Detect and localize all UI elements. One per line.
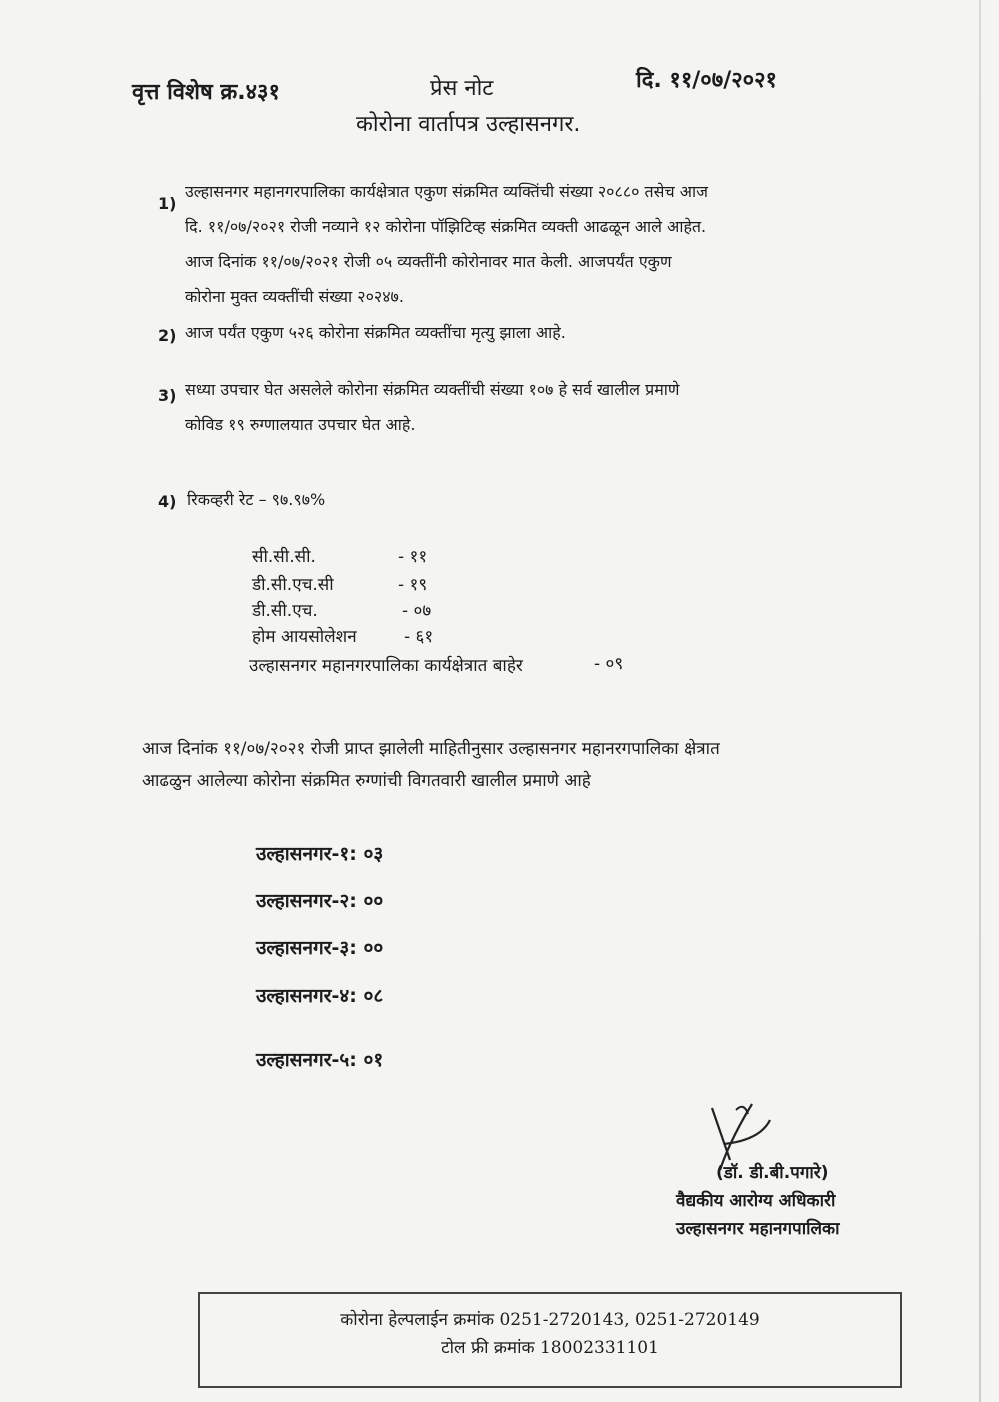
helpline-box xyxy=(198,1292,902,1388)
point-line: आज पर्यंत एकुण ५२६ कोरोना संक्रमित व्यक्तींचा मृत्यु झाला आहे. xyxy=(185,323,566,342)
document-date: दि. ११/०७/२०२१ xyxy=(636,68,777,93)
facility-value: - ११ xyxy=(398,547,428,567)
press-note-label: प्रेस नोट xyxy=(430,76,494,101)
document-title: कोरोना वार्तापत्र उल्हासनगर. xyxy=(356,112,581,137)
recovery-rate: रिकव्हरी रेट – ९७.९७% xyxy=(187,490,326,509)
signatory-role: वैद्यकीय आरोग्य अधिकारी xyxy=(676,1191,836,1211)
facility-label: डी.सी.एच.सी xyxy=(252,575,334,595)
toll-free-number: टोल फ्री क्रमांक 18002331101 xyxy=(441,1338,659,1358)
facility-label: डी.सी.एच. xyxy=(252,601,318,621)
ward-count: उल्हासनगर-५: ०१ xyxy=(256,1049,384,1071)
facility-value: - ६१ xyxy=(404,627,434,647)
signatory-name: (डॉ. डी.बी.पगारे) xyxy=(716,1163,829,1183)
ward-count: उल्हासनगर-२: ०० xyxy=(256,890,384,912)
outside-label: उल्हासनगर महानगरपालिका कार्यक्षेत्रात बाहेर xyxy=(249,656,523,676)
facility-label: होम आयसोलेशन xyxy=(252,627,357,647)
ward-count: उल्हासनगर-३: ०० xyxy=(256,937,384,959)
outside-value: - ०९ xyxy=(594,654,624,674)
point-number: 3) xyxy=(158,386,177,405)
summary-line: आज दिनांक ११/०७/२०२१ रोजी प्राप्त झालेली माहितीनुसार उल्हासनगर महानरगपालिका क्षेत्रात xyxy=(142,739,720,759)
point-number: 2) xyxy=(158,326,177,345)
signatory-org: उल्हासनगर महानगपालिका xyxy=(676,1219,840,1239)
ward-count: उल्हासनगर-१: ०३ xyxy=(256,843,384,865)
ref-number: वृत्त विशेष क्र.४३१ xyxy=(132,80,280,105)
summary-line: आढळुन आलेल्या कोरोना संक्रमित रुग्णांची विगतवारी खालील प्रमाणे आहे xyxy=(142,771,591,791)
point-line: आज दिनांक ११/०७/२०२१ रोजी ०५ व्यक्तींनी कोरोनावर मात केली. आजपर्यंत एकुण xyxy=(185,252,672,271)
point-line: दि. ११/०७/२०२१ रोजी नव्याने १२ कोरोना पॉझिटिव्ह संक्रमित व्यक्ती आढळून आले आहेत. xyxy=(185,217,707,236)
point-line: उल्हासनगर महानगरपालिका कार्यक्षेत्रात एकुण संक्रमित व्यक्तिंची संख्या २०८८० तसेच आज xyxy=(185,182,708,201)
point-line: कोरोना मुक्त व्यक्तींची संख्या २०२४७. xyxy=(185,287,404,306)
point-line: कोविड १९ रुग्णालयात उपचार घेत आहे. xyxy=(185,415,416,434)
point-number: 4) xyxy=(158,492,177,511)
facility-value: - १९ xyxy=(398,575,428,595)
facility-value: - ०७ xyxy=(402,601,432,621)
point-line: सध्या उपचार घेत असलेले कोरोना संक्रमित व्यक्तींची संख्या १०७ हे सर्व खालील प्रमाणे xyxy=(185,380,680,399)
helpline-numbers: कोरोना हेल्पलाईन क्रमांक 0251-2720143, 0251-2720149 xyxy=(340,1310,760,1330)
page-edge xyxy=(979,0,981,1402)
point-number: 1) xyxy=(158,194,177,213)
facility-label: सी.सी.सी. xyxy=(252,547,316,567)
ward-count: उल्हासनगर-४: ०८ xyxy=(256,985,384,1007)
